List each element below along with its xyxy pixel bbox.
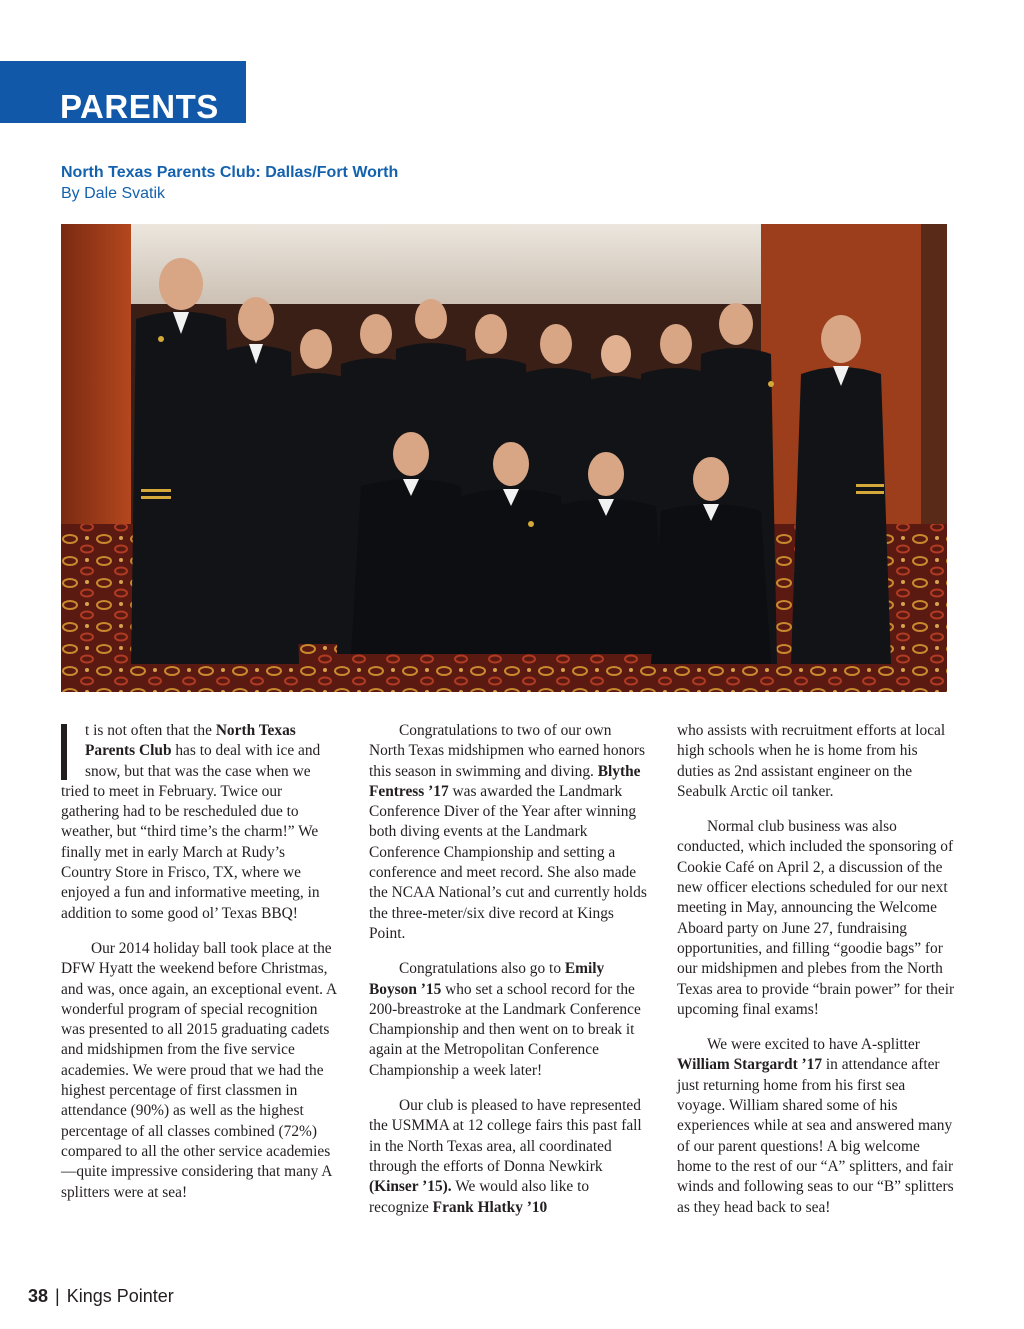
article-column-1 xyxy=(61,721,339,1218)
paragraph-4: Congratulations also go to Emily Boyson ’15 who set a school record for the 200-breastroke at the Landmark Conference Championship and then went on to break it again at the Metropolitan Conference Championship a week later! xyxy=(369,960,641,1079)
paragraph-6: Normal club business was also conducted, which included the sponsoring of Cookie Café on April 2, a discussion of the new officer elections scheduled for our next meeting in May, announcing the Welcome Aboard party on June 27, fundraising opportunities, and filling “goodie bags” for our midshipmen and plebes from the North Texas area to provide “brain power” for their upcoming final exams! xyxy=(677,818,955,1018)
article-column-3 xyxy=(677,721,955,1233)
footer-separator: | xyxy=(55,1286,60,1306)
paragraph-2: Our 2014 holiday ball took place at the DFW Hyatt the weekend before Christmas, and was, once again, an exceptional event. A wonderful program of special recognition was presented to all 2015 graduating cadets and midshipmen from the five service academies. We were proud that we had the highest percentage of first classmen in attendance (90%) as well as the highest percentage of all classes combined (72%) compared to all the other service academies—quite impressive considering that many A splitters were at sea! xyxy=(61,939,337,1201)
paragraph-5: Our club is pleased to have represented the USMMA at 12 college fairs this past fall in the North Texas area, all coordinated through the efforts of Donna Newkirk (Kinser ’15). We would also like to recognize Frank Hlatky ’10 xyxy=(369,1097,642,1216)
section-title: PARENTS xyxy=(60,88,219,125)
page-number: 38 xyxy=(28,1286,49,1306)
page-footer xyxy=(28,1286,174,1307)
paragraph-3: Congratulations to two of our own North Texas midshipmen who earned honors this season in swimming and diving. Blythe Fentress ’17 was awarded the Landmark Conference Diver of the Year after winning both diving events at the Landmark Conference Championship and setting a conference and meet record. She also made the NCAA National’s cut and currently holds the three-meter/six dive record at Kings Point. xyxy=(369,722,647,942)
dropcap-i xyxy=(61,724,67,780)
article-byline: By Dale Svatik xyxy=(61,185,166,202)
publication-name: Kings Pointer xyxy=(66,1286,174,1306)
paragraph-5-continued: who assists with recruitment efforts at local high schools when he is home from his duties as 2nd assistant engineer on the Seabulk Arctic oil tanker. xyxy=(677,722,946,800)
article-column-2 xyxy=(369,721,647,1233)
paragraph-7: We were excited to have A-splitter William Stargardt ’17 in attendance after just returning home from his first sea voyage. William shared some of his experiences while at sea and answered many of our parent questions! A big welcome home to the rest of our “A” splitters, and fair winds and following seas to our “B” splitters as they head back to sea! xyxy=(677,1036,954,1216)
article-title: North Texas Parents Club: Dallas/Fort Worth xyxy=(61,164,399,181)
group-photo xyxy=(61,224,947,692)
paragraph-1: t is not often that the North Texas Parents Club has to deal with ice and snow, but that was the case when we tried to meet in February. Twice our gathering had to be rescheduled due to weather, but “third time’s the charm!” We finally met in early March at Rudy’s Country Store in Frisco, TX, where we enjoyed a fun and informative meeting, in addition to some good ol’ Texas BBQ! xyxy=(61,722,321,922)
